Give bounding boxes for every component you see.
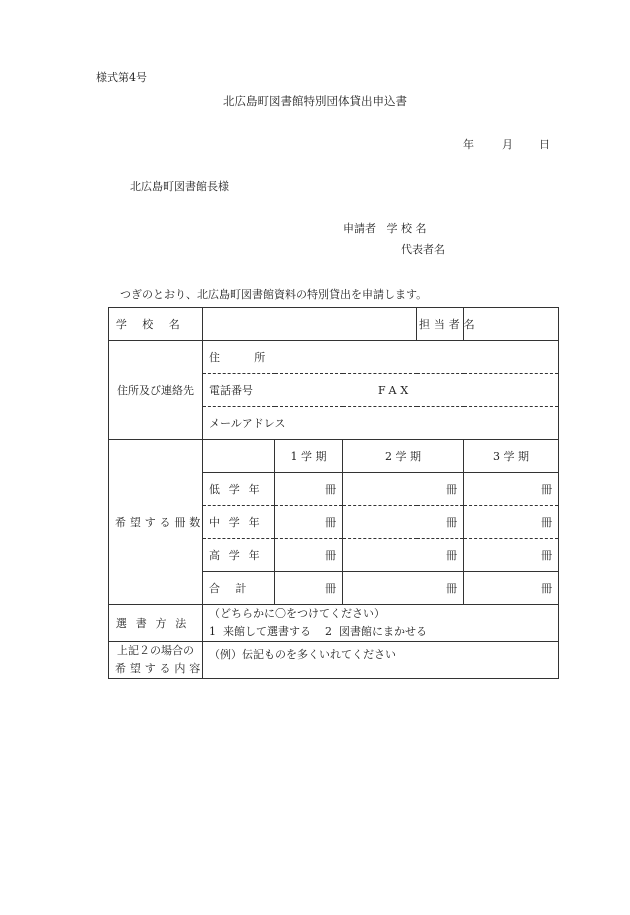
period-3-header: 3 学 期: [464, 440, 559, 473]
period-header-row: [109, 440, 559, 473]
books-cell[interactable]: 冊: [464, 473, 559, 506]
address-field[interactable]: [203, 341, 559, 374]
request-field[interactable]: [203, 642, 559, 679]
request-label: 上記２の場合の 希望する内容: [109, 642, 203, 679]
representative-label: 代表者名: [401, 243, 445, 256]
books-cell[interactable]: 冊: [343, 539, 464, 572]
applicant-school-label: 学 校 名: [386, 222, 427, 235]
email-field[interactable]: [203, 407, 559, 440]
date-line: [463, 136, 550, 152]
school-row: [109, 308, 559, 341]
books-cell[interactable]: 冊: [275, 572, 343, 605]
address-label: 住 所: [209, 351, 281, 364]
date-day-label: 日: [539, 138, 550, 151]
books-cell[interactable]: 冊: [464, 539, 559, 572]
applicant-label: 申請者: [343, 222, 376, 235]
books-cell[interactable]: 冊: [275, 473, 343, 506]
method-note: （どちらかに〇をつけてください）: [209, 607, 385, 620]
books-cell[interactable]: 冊: [464, 572, 559, 605]
method-row: [109, 605, 559, 642]
books-cell[interactable]: 冊: [275, 539, 343, 572]
method-options: 1 来館して選書する 2 図書館にまかせる: [209, 625, 427, 638]
period-2-header: 2 学 期: [343, 440, 464, 473]
date-year-label: 年: [463, 138, 474, 151]
date-month-label: 月: [502, 138, 513, 151]
books-cell[interactable]: 冊: [343, 473, 464, 506]
phone-field[interactable]: [203, 374, 559, 407]
period-1-header: 1 学 期: [275, 440, 343, 473]
form-number: 様式第4号: [96, 71, 147, 84]
method-label: 選書方法: [109, 605, 203, 642]
person-in-charge-label: 担当者名: [417, 308, 464, 341]
email-label: メールアドレス: [209, 417, 286, 430]
phone-label: 電話番号: [209, 384, 253, 397]
books-label: 希望する冊数: [109, 440, 203, 605]
books-cell[interactable]: 冊: [275, 506, 343, 539]
addressee: 北広島町図書館長様: [130, 180, 229, 193]
grade-header-empty: [203, 440, 275, 473]
books-cell[interactable]: 冊: [343, 506, 464, 539]
grade-low-label: 低学年: [203, 473, 275, 506]
address-row: [109, 341, 559, 374]
applicant-school-line: [343, 220, 427, 236]
request-example: （例）伝記ものを多くいれてください: [209, 648, 396, 661]
grade-total-label: 合計: [203, 572, 275, 605]
school-name-field[interactable]: [203, 308, 417, 341]
school-name-label: 学校名: [109, 308, 203, 341]
books-cell[interactable]: 冊: [343, 572, 464, 605]
document-title: 北広島町図書館特別団体貸出申込書: [223, 94, 407, 108]
grade-mid-label: 中学年: [203, 506, 275, 539]
method-field[interactable]: [203, 605, 559, 642]
application-table: [108, 307, 559, 679]
contact-label: 住所及び連絡先: [109, 341, 203, 440]
fax-label: FAX: [378, 384, 413, 397]
intro-text: つぎのとおり、北広島町図書館資料の特別貸出を申請します。: [120, 288, 428, 301]
grade-high-label: 高学年: [203, 539, 275, 572]
request-row: [109, 642, 559, 679]
books-cell[interactable]: 冊: [464, 506, 559, 539]
